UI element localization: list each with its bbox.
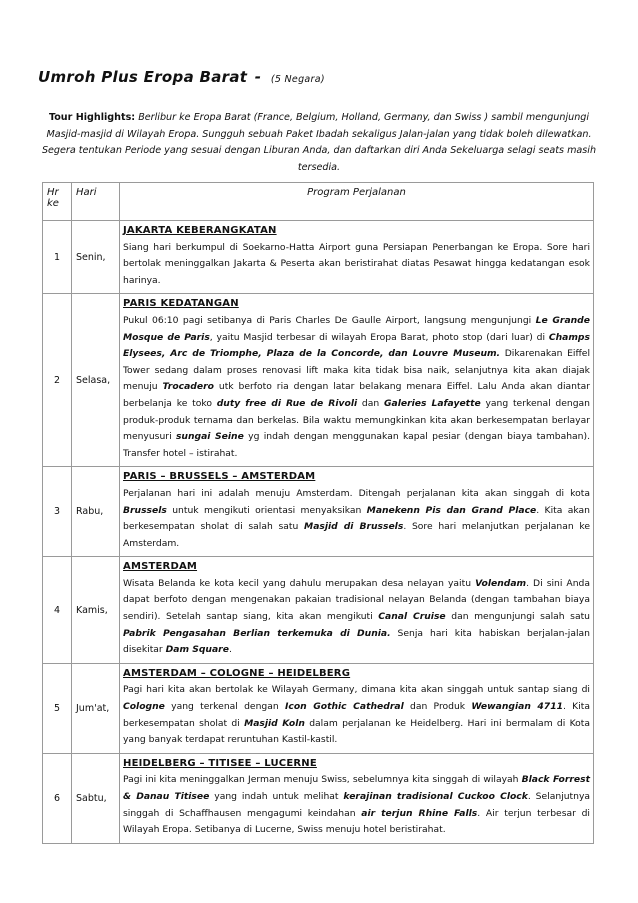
program-cell — [120, 663, 594, 753]
table-row — [43, 294, 594, 467]
description-text: yang indah untuk melihat — [209, 791, 344, 802]
tour-highlights — [40, 110, 598, 176]
highlight-text: Cologne — [123, 701, 165, 713]
document-title — [38, 68, 325, 86]
table-row — [43, 467, 594, 557]
program-title: AMSTERDAM – COLOGNE – HEIDELBERG — [123, 667, 351, 679]
program-title: JAKARTA KEBERANGKATAN — [123, 225, 277, 236]
description-text: dan mengunjungi salah satu — [445, 611, 590, 623]
program-cell — [120, 221, 594, 294]
description-text: dan — [357, 397, 384, 409]
description-text: . Selanjutnya singgah di Schaffhausen mengagumi keindahan — [123, 791, 591, 819]
description-text: untuk mengikuti orientasi menyaksikan — [166, 504, 367, 516]
program-cell — [120, 753, 594, 843]
description-text: Senja hari kita habiskan berjalan-jalan disekitar — [123, 627, 590, 656]
description-text: dalam perjalanan ke Heidelberg. Hari ini bermalam di Kota yang banyak terdapat reruntuhan Kastil-kastil. — [123, 717, 591, 746]
program-cell — [120, 467, 594, 557]
highlight-text: Manekenn Pis dan Grand Place — [366, 504, 537, 516]
highlight-text: Champs Elysees, Arc de Triomphe, Plaza de la Concorde, dan Louvre Museum. — [123, 331, 590, 360]
description-text: . Sore hari melanjutkan perjalanan ke Amsterdam. — [123, 521, 591, 549]
title-subtitle: (5 Negara) — [270, 74, 325, 85]
description-text: Dikarenakan Eiffel Tower sedang dalam proses renovasi lift maka kita tidak bisa naik, selanjutnya kita akan diajak menuju — [123, 348, 590, 393]
highlight-text: duty free di Rue de Rivoli — [216, 397, 358, 409]
program-cell — [120, 294, 594, 467]
title-dash: - — [254, 68, 262, 86]
description-text: Wisata Belanda ke kota kecil yang dahulu merupakan desa nelayan yaitu — [123, 577, 476, 589]
header-program: Program Perjalanan — [120, 183, 594, 221]
highlight-text: Masjid di Brussels — [304, 521, 404, 533]
highlight-text: sungai Seine — [175, 431, 244, 443]
program-title: PARIS KEDATANGAN — [123, 298, 239, 310]
description-text: . Air terjun terbesar di Wilayah Eropa. Setibanya di Lucerne, Swiss menuju hotel beristirahat. — [123, 807, 590, 836]
highlight-text: Icon Gothic Cathedral — [284, 701, 404, 713]
highlight-text: Wewangian 4711 — [471, 701, 563, 713]
description-text: Pagi ini kita meninggalkan Jerman menuju Swiss, sebelumnya kita singgah di wilayah — [123, 774, 522, 786]
program-title: HEIDELBERG – TITISEE – LUCERNE — [123, 757, 317, 769]
highlight-text: Canal Cruise — [378, 611, 446, 623]
highlight-text: Dam Square — [165, 644, 229, 656]
day-number-cell: 4 — [43, 557, 72, 664]
day-name-cell: Senin, — [72, 221, 120, 294]
highlight-text: air terjun Rhine Falls — [361, 807, 478, 819]
highlight-text: Pabrik Pengasahan Berlian terkemuka di Dunia. — [123, 627, 391, 639]
program-description — [123, 315, 590, 459]
description-text: . — [228, 644, 232, 656]
highlight-text: Masjid Koln — [244, 717, 305, 729]
highlight-text: Brussels — [123, 504, 167, 516]
header-day-number: Hr ke — [43, 183, 72, 221]
day-number-cell: 6 — [43, 753, 72, 843]
day-number-cell: 5 — [43, 663, 72, 753]
program-title: PARIS – BRUSSELS – AMSTERDAM — [123, 471, 316, 483]
program-description — [123, 242, 590, 286]
table-row — [43, 557, 594, 664]
day-number-cell: 1 — [43, 221, 72, 294]
day-number-cell: 2 — [43, 294, 72, 467]
table-row — [43, 753, 594, 843]
description-text: Pagi hari kita akan bertolak ke Wilayah Germany, dimana kita akan singgah untuk santap siang di — [123, 684, 590, 696]
title-main: Umroh Plus Eropa Barat — [38, 68, 248, 86]
highlights-text: Berlibur ke Eropa Barat (France, Belgium, Holland, Germany, dan Swiss ) sambil mengunjungi Masjid-masjid di Wilayah Eropa. Sungguh sebuah Paket Ibadah sekaligus Jalan-jalan yang tidak boleh dilewatkan. Segera tentukan Periode yang sesuai dengan Liburan Anda, dan daftarkan diri Anda Sekeluarga selagi seats masih tersedia. — [41, 112, 597, 173]
highlight-text: Volendam — [475, 577, 527, 589]
description-text: Siang hari berkumpul di Soekarno-Hatta Airport guna Persiapan Penerbangan ke Eropa. Sore hari bertolak meninggalkan Jakarta & Peserta akan beristirahat diatas Pesawat hingga kedatangan esok harinya. — [123, 241, 590, 286]
day-name-cell: Jum'at, — [72, 663, 120, 753]
day-name-cell: Kamis, — [72, 557, 120, 664]
day-name-cell: Rabu, — [72, 467, 120, 557]
description-text: yang terkenal dengan produk-produk ternama dan berkelas. Bila waktu memungkinkan kita akan berkesempatan berlayar menyusuri — [123, 397, 590, 443]
description-text: . Kita akan berkesempatan sholat di salah satu — [123, 504, 590, 533]
day-name-cell: Selasa, — [72, 294, 120, 467]
description-text: Pukul 06:10 pagi setibanya di Paris Charles De Gaulle Airport, langsung mengunjungi — [123, 314, 536, 326]
table-row — [43, 221, 594, 294]
program-cell — [120, 557, 594, 664]
program-description — [123, 684, 590, 745]
table-header-row — [43, 183, 594, 221]
program-description — [123, 774, 590, 835]
description-text: Perjalanan hari ini adalah menuju Amsterdam. Ditengah perjalanan kita akan singgah di kota — [123, 487, 590, 499]
program-description — [123, 488, 590, 549]
header-day-name: Hari — [72, 183, 120, 221]
description-text: . Kita berkesempatan sholat di — [123, 701, 590, 729]
itinerary-table — [42, 182, 594, 844]
description-text: yang terkenal dengan — [164, 701, 285, 713]
highlight-text: Galeries Lafayette — [383, 397, 481, 409]
description-text: dan Produk — [403, 701, 472, 713]
highlight-text: Le Grande Mosque de Paris — [123, 314, 590, 343]
table-row — [43, 663, 594, 753]
highlight-text: kerajinan tradisional Cuckoo Clock — [343, 791, 528, 802]
description-text: utk berfoto ria dengan latar belakang menara Eiffel. Lalu Anda akan diantar berbelanja ke toko — [123, 381, 590, 409]
program-title: AMSTERDAM — [123, 561, 198, 573]
highlight-text: Black Forrest & Danau Titisee — [123, 774, 590, 802]
highlight-text: Trocadero — [162, 381, 214, 393]
description-text: . Di sini Anda dapat berfoto dengan mengenakan pakaian tradisional nelayan Belanda (dengan tambahan biaya sendiri). Setelah santap siang, kita akan mengikuti — [123, 577, 591, 623]
day-name-cell: Sabtu, — [72, 753, 120, 843]
program-description — [123, 578, 590, 655]
description-text: , yaitu Masjid terbesar di wilayah Eropa Barat, photo stop (dari luar) di — [209, 331, 549, 343]
description-text: yg indah dengan menggunakan kapal pesiar (dengan biaya tambahan). Transfer hotel – istirahat. — [123, 431, 591, 459]
highlights-label: Tour Highlights: — [48, 112, 136, 123]
day-number-cell: 3 — [43, 467, 72, 557]
